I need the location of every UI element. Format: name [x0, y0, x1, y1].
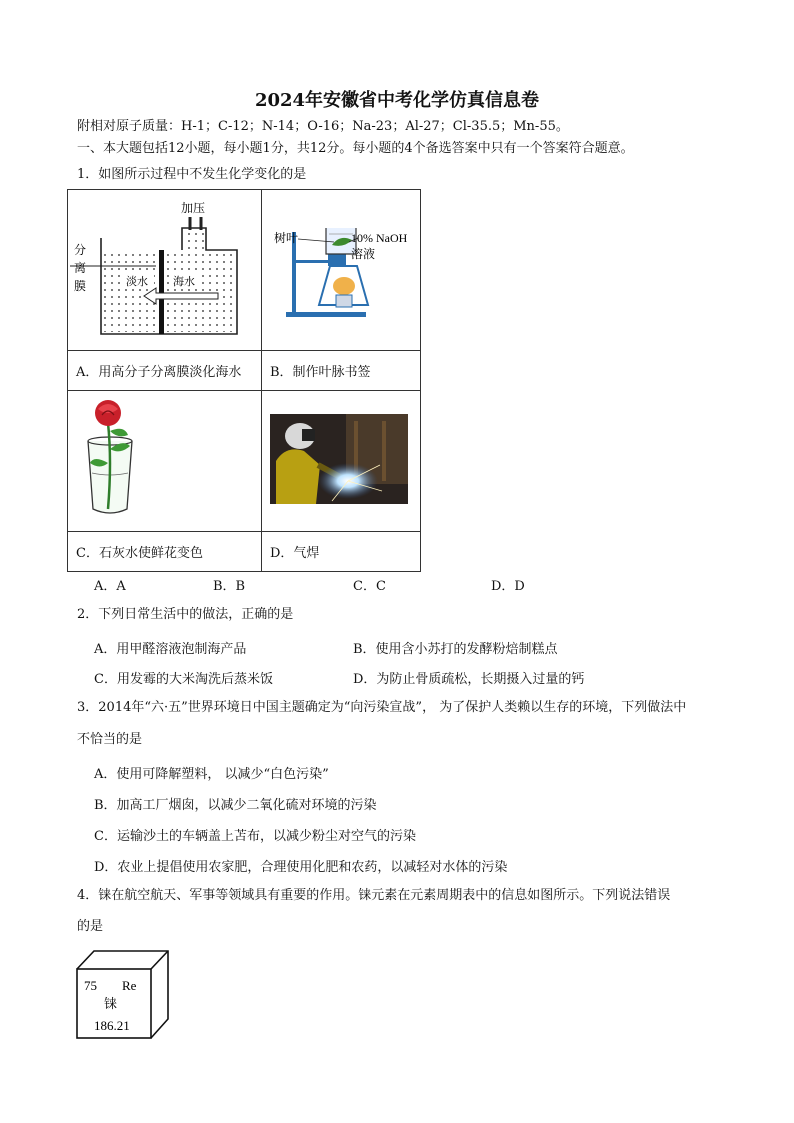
section-header: 一、本大题包括12小题，每小题1分，共12分。每小题的4个备选答案中只有一个答案符合题意。: [77, 141, 634, 156]
q3-stem-line2: 不恰当的是: [77, 732, 143, 747]
q1-option-c[interactable]: C．C: [353, 579, 386, 594]
membrane-label-2: 离: [74, 261, 87, 275]
q2-option-b[interactable]: B．使用含小苏打的发酵粉焙制糕点: [353, 642, 558, 657]
q1-figure-c: [68, 391, 262, 532]
q1-option-d[interactable]: D．D: [491, 579, 525, 594]
q1-caption-c: C．石灰水使鲜花变色: [68, 532, 262, 572]
solution-label: 溶液: [351, 247, 376, 261]
rose-in-glass-image: [68, 391, 261, 527]
q4-stem-line1: 4．铼在航空航天、军事等领域具有重要的作用。铼元素在元素周期表中的信息如图所示。下列说法错误: [77, 888, 671, 903]
welding-photo: [262, 391, 420, 527]
q3-option-b[interactable]: B．加高工厂烟囱，以减少二氧化硫对环境的污染: [94, 798, 377, 813]
leaf-label: 树叶: [274, 231, 299, 245]
q1-option-a[interactable]: A．A: [94, 579, 126, 594]
q3-stem-line1: 3．2014年“六·五”世界环境日中国主题确定为“向污染宣战”， 为了保护人类赖以生存的环境，下列做法中: [77, 700, 687, 715]
naoh-label: 10% NaOH: [351, 231, 408, 245]
q3-option-d[interactable]: D．农业上提倡使用农家肥，合理使用化肥和农药，以减轻对水体的污染: [94, 860, 508, 875]
fresh-water-label: 淡水: [126, 276, 148, 288]
leaf-vein-apparatus: [262, 190, 420, 346]
pressure-label: 加压: [180, 201, 206, 215]
atomic-masses: 附相对原子质量：H-1；C-12；N-14；O-16；Na-23；Al-27；Cl-35.5；Mn-55。: [77, 119, 569, 134]
atomic-mass: 186.21: [94, 1018, 130, 1033]
membrane-label-3: 膜: [74, 279, 87, 293]
element-symbol: Re: [122, 978, 137, 993]
q1-caption-b: B．制作叶脉书签: [262, 351, 421, 391]
q2-option-d[interactable]: D．为防止骨质疏松，长期摄入过量的钙: [353, 672, 585, 687]
q1-caption-a: A．用高分子分离膜淡化海水: [68, 351, 262, 391]
desalination-diagram: [68, 190, 261, 346]
q1-figure-a: [68, 190, 262, 351]
membrane-label-1: 分: [74, 243, 87, 257]
page-title: 2024年安徽省中考化学仿真信息卷: [254, 90, 540, 111]
q1-stem: 1．如图所示过程中不发生化学变化的是: [77, 167, 307, 182]
q2-option-a[interactable]: A．用甲醛溶液泡制海产品: [94, 642, 247, 657]
q2-stem: 2．下列日常生活中的做法，正确的是: [77, 607, 294, 622]
atomic-number: 75: [84, 978, 97, 993]
q1-figure-table: [67, 189, 421, 572]
element-name: 铼: [104, 996, 118, 1011]
q3-option-a[interactable]: A．使用可降解塑料， 以减少“白色污染”: [94, 767, 329, 782]
q1-caption-d: D．气焊: [262, 532, 421, 572]
sea-water-label: 海水: [173, 276, 195, 288]
q4-stem-line2: 的是: [77, 919, 104, 934]
q1-figure-d: [262, 391, 421, 532]
q3-option-c[interactable]: C．运输沙土的车辆盖上苫布，以减少粉尘对空气的污染: [94, 829, 416, 844]
q1-option-b[interactable]: B．B: [213, 579, 246, 594]
q1-figure-b: [262, 190, 421, 351]
q2-option-c[interactable]: C．用发霉的大米淘洗后蒸米饭: [94, 672, 273, 687]
rhenium-element-card: [76, 949, 172, 1041]
